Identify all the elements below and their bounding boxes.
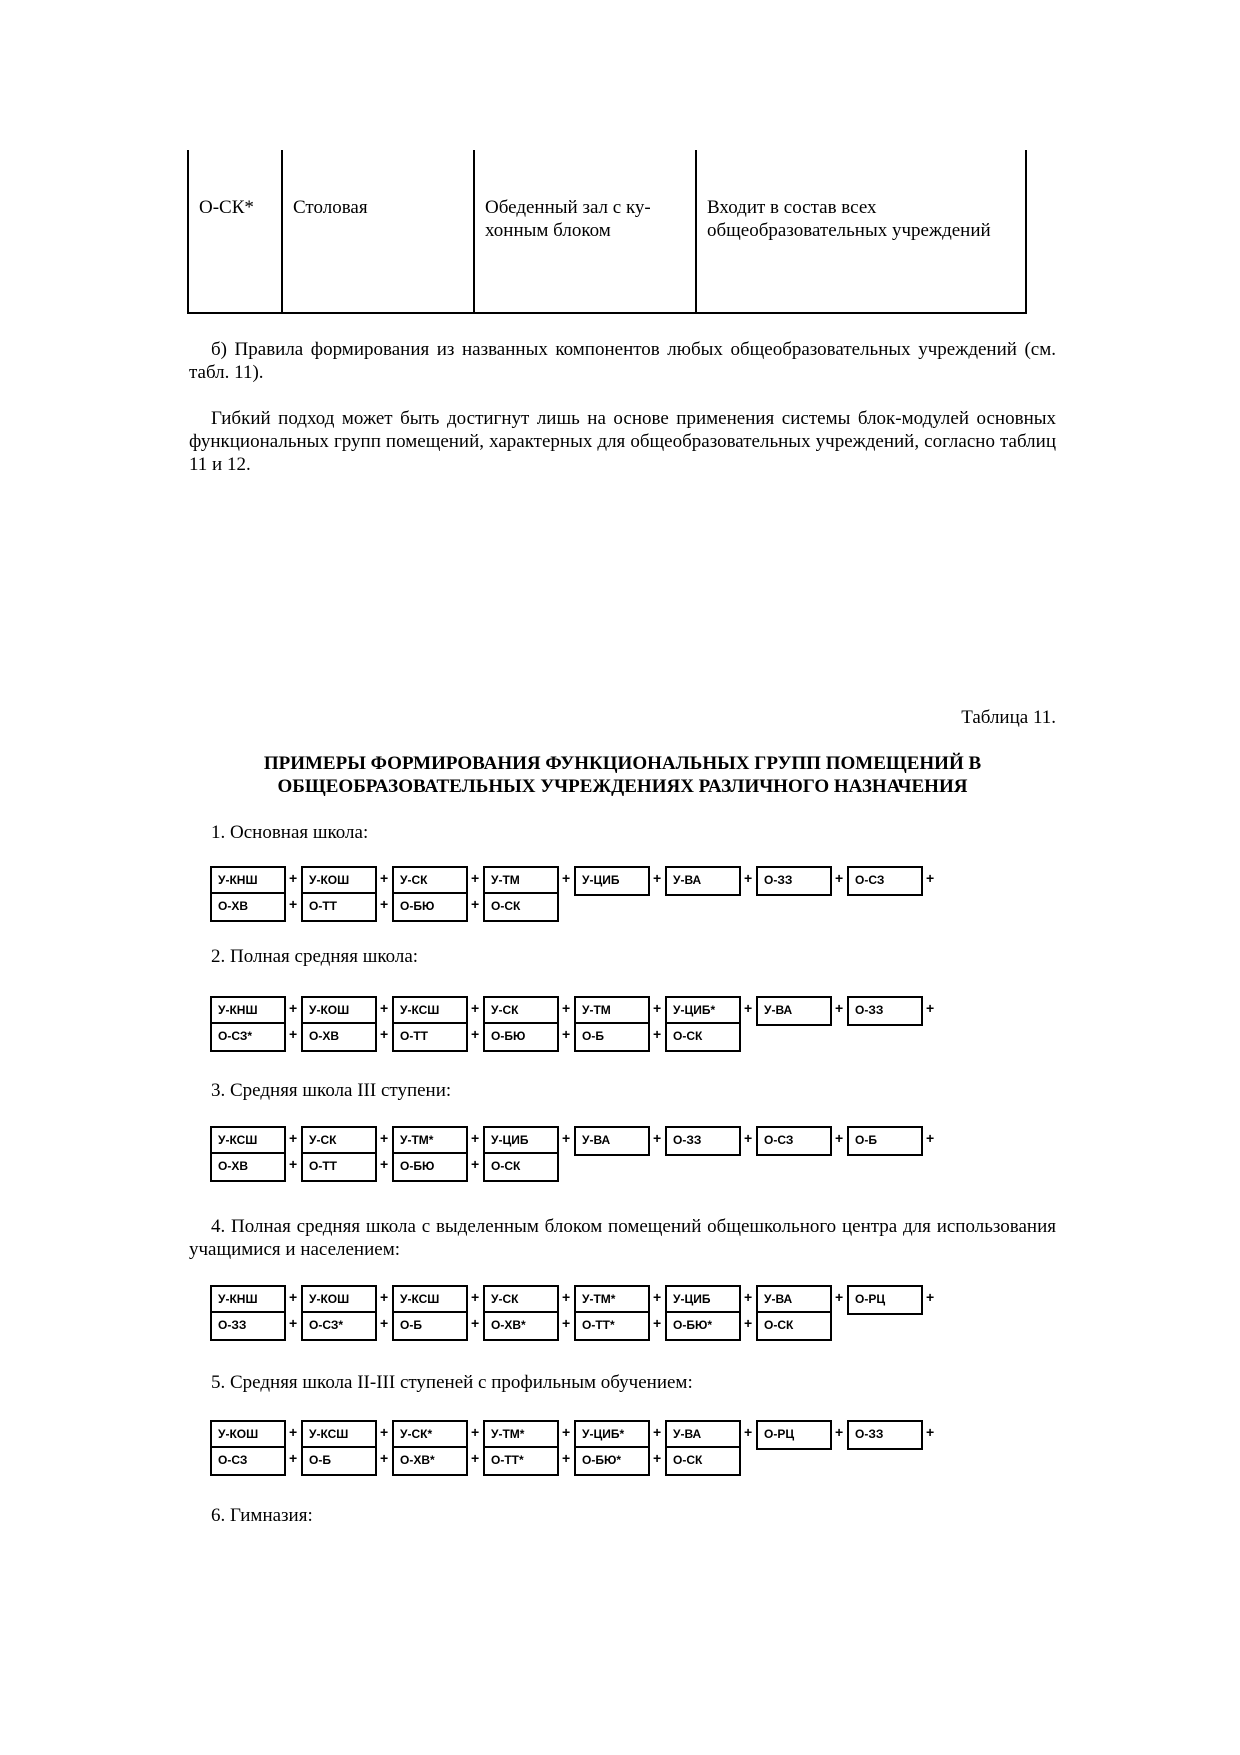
block-module: [301, 1126, 377, 1182]
block-module: [847, 1285, 923, 1315]
module-code-lower: О-ХВ: [218, 1159, 248, 1173]
module-code-lower: О-СК: [673, 1029, 703, 1043]
block-module: [665, 1420, 741, 1476]
module-code-upper: О-ЗЗ: [855, 1003, 884, 1017]
block-module: [301, 866, 377, 922]
module-code-lower: О-ТТ: [309, 899, 337, 913]
module-code-upper: У-СК: [394, 868, 466, 894]
item-label-1: 1. Основная школа:: [211, 822, 369, 843]
plus-sign: +: [562, 1424, 571, 1440]
block-module: [210, 1126, 286, 1182]
module-code-lower: О-БЮ: [400, 1159, 435, 1173]
plus-sign: +: [744, 1315, 753, 1331]
module-code-lower: О-ХВ: [309, 1029, 339, 1043]
block-module: [756, 1285, 832, 1341]
plus-sign: +: [380, 896, 389, 912]
module-code-lower: О-БЮ*: [582, 1453, 621, 1467]
module-code-upper: У-КСШ: [394, 998, 466, 1024]
block-module: [483, 1285, 559, 1341]
plus-sign: +: [380, 1450, 389, 1466]
plus-sign: +: [289, 1289, 298, 1305]
plus-sign: +: [926, 870, 935, 886]
module-code-upper: О-ЗЗ: [673, 1133, 702, 1147]
plus-sign: +: [744, 1289, 753, 1305]
module-code-lower: О-БЮ: [491, 1029, 526, 1043]
module-code-lower: О-ТТ: [309, 1159, 337, 1173]
module-code-upper: О-ЗЗ: [855, 1427, 884, 1441]
block-scheme-3: [210, 1126, 970, 1186]
plus-sign: +: [380, 1289, 389, 1305]
module-code-upper: У-ВА: [667, 1422, 739, 1448]
module-code-upper: У-ЦИБ: [667, 1287, 739, 1313]
plus-sign: +: [744, 1000, 753, 1016]
plus-sign: +: [471, 1289, 480, 1305]
module-code-lower: О-ТТ: [400, 1029, 428, 1043]
block-module: [665, 1126, 741, 1156]
block-module: [847, 866, 923, 896]
plus-sign: +: [744, 1130, 753, 1146]
block-module: [210, 866, 286, 922]
item-label-2: 2. Полная средняя школа:: [211, 946, 419, 967]
item-label-6: 6. Гимназия:: [211, 1505, 313, 1526]
module-code-upper: У-КНШ: [212, 998, 284, 1024]
block-module: [301, 1285, 377, 1341]
module-code-upper: У-СК: [303, 1128, 375, 1154]
table-cell-note: Входит в состав всех общеобразовательных учреждений: [696, 150, 1026, 313]
block-scheme-1: [210, 866, 970, 926]
module-code-lower: О-ХВ*: [491, 1318, 526, 1332]
plus-sign: +: [380, 1130, 389, 1146]
module-code-upper: У-ВА: [673, 873, 702, 887]
module-code-upper: О-Б: [855, 1133, 877, 1147]
plus-sign: +: [471, 1315, 480, 1331]
module-code-upper: У-ТМ*: [394, 1128, 466, 1154]
plus-sign: +: [653, 1289, 662, 1305]
module-code-upper: У-КОШ: [303, 1287, 375, 1313]
plus-sign: +: [289, 1424, 298, 1440]
module-code-upper: У-ТМ: [576, 998, 648, 1024]
plus-sign: +: [471, 1424, 480, 1440]
module-code-lower: О-СЗ*: [309, 1318, 344, 1332]
module-code-upper: У-ВА: [582, 1133, 611, 1147]
module-code-upper: У-КОШ: [212, 1422, 284, 1448]
plus-sign: +: [835, 1289, 844, 1305]
module-code-upper: О-РЦ: [764, 1427, 795, 1441]
plus-sign: +: [471, 1156, 480, 1172]
block-module: [483, 1126, 559, 1182]
plus-sign: +: [835, 1130, 844, 1146]
plus-sign: +: [471, 1450, 480, 1466]
block-module: [210, 1285, 286, 1341]
plus-sign: +: [289, 1000, 298, 1016]
module-code-upper: О-СЗ: [855, 873, 885, 887]
plus-sign: +: [289, 1026, 298, 1042]
plus-sign: +: [653, 1450, 662, 1466]
plus-sign: +: [471, 1026, 480, 1042]
paragraph-rules: б) Правила формирования из названных компонентов любых общеобразовательных учреждений (см. табл. 11).: [189, 339, 1056, 383]
plus-sign: +: [562, 1026, 571, 1042]
module-code-lower: О-БЮ*: [673, 1318, 712, 1332]
block-module: [210, 996, 286, 1052]
functional-groups-table-fragment: [187, 150, 1027, 314]
module-code-upper: У-ЦИБ: [485, 1128, 557, 1154]
module-code-lower: О-СЗ: [218, 1453, 248, 1467]
module-code-lower: О-ХВ*: [400, 1453, 435, 1467]
block-module: [210, 1420, 286, 1476]
plus-sign: +: [562, 1289, 571, 1305]
module-code-upper: У-КСШ: [394, 1287, 466, 1313]
block-module: [574, 1420, 650, 1476]
module-code-upper: У-ЦИБ: [582, 873, 620, 887]
block-scheme-4: [210, 1285, 970, 1345]
paragraph-flexible-approach: Гибкий подход может быть достигнут лишь на основе применения системы блок-модулей основных функциональных групп помещений, характерных для общеобразовательных учреждений, согласно таблиц 11 и 12.: [189, 408, 1056, 475]
block-module: [847, 1126, 923, 1156]
module-code-lower: О-Б: [309, 1453, 331, 1467]
block-module: [756, 996, 832, 1026]
plus-sign: +: [653, 1026, 662, 1042]
plus-sign: +: [744, 1424, 753, 1440]
plus-sign: +: [926, 1289, 935, 1305]
block-module: [756, 1126, 832, 1156]
block-module: [574, 1285, 650, 1341]
plus-sign: +: [926, 1424, 935, 1440]
module-code-upper: У-ЦИБ*: [667, 998, 739, 1024]
plus-sign: +: [926, 1000, 935, 1016]
table-cell-name: Столовая: [282, 150, 474, 313]
block-module: [392, 1420, 468, 1476]
plus-sign: +: [653, 1130, 662, 1146]
block-module: [574, 866, 650, 896]
plus-sign: +: [926, 1130, 935, 1146]
module-code-upper: У-ТМ: [485, 868, 557, 894]
plus-sign: +: [653, 1424, 662, 1440]
block-module: [301, 996, 377, 1052]
module-code-lower: О-СК: [491, 1159, 521, 1173]
module-code-upper: У-КОШ: [303, 868, 375, 894]
module-code-upper: У-КНШ: [212, 868, 284, 894]
block-module: [301, 1420, 377, 1476]
module-code-upper: У-ТМ*: [576, 1287, 648, 1313]
plus-sign: +: [289, 1130, 298, 1146]
block-module: [392, 1285, 468, 1341]
plus-sign: +: [289, 1450, 298, 1466]
plus-sign: +: [380, 1315, 389, 1331]
block-module: [847, 1420, 923, 1450]
block-module: [665, 996, 741, 1052]
module-code-lower: О-Б: [582, 1029, 604, 1043]
plus-sign: +: [835, 1000, 844, 1016]
module-code-lower: О-ХВ: [218, 899, 248, 913]
plus-sign: +: [380, 1000, 389, 1016]
plus-sign: +: [471, 1130, 480, 1146]
block-module: [392, 996, 468, 1052]
table-caption: Таблица 11.: [961, 707, 1056, 728]
module-code-lower: О-Б: [400, 1318, 422, 1332]
block-scheme-5: [210, 1420, 970, 1480]
module-code-lower: О-СК: [491, 899, 521, 913]
plus-sign: +: [562, 1130, 571, 1146]
plus-sign: +: [289, 896, 298, 912]
block-scheme-2: [210, 996, 970, 1056]
module-code-lower: О-ТТ*: [491, 1453, 524, 1467]
block-module: [392, 1126, 468, 1182]
block-module: [483, 996, 559, 1052]
module-code-lower: О-СК: [673, 1453, 703, 1467]
block-module: [665, 866, 741, 896]
module-code-upper: О-ЗЗ: [764, 873, 793, 887]
plus-sign: +: [289, 1156, 298, 1172]
module-code-upper: У-ВА: [764, 1003, 793, 1017]
item-label-5: 5. Средняя школа II-III ступеней с профильным обучением:: [211, 1372, 693, 1393]
module-code-upper: У-КСШ: [212, 1128, 284, 1154]
block-module: [483, 866, 559, 922]
module-code-lower: О-ТТ*: [582, 1318, 615, 1332]
plus-sign: +: [653, 1315, 662, 1331]
plus-sign: +: [380, 1026, 389, 1042]
module-code-upper: О-РЦ: [855, 1292, 886, 1306]
plus-sign: +: [562, 870, 571, 886]
module-code-upper: У-ВА: [758, 1287, 830, 1313]
table-row: [188, 150, 1026, 313]
plus-sign: +: [562, 1450, 571, 1466]
block-module: [756, 1420, 832, 1450]
module-code-upper: У-СК*: [394, 1422, 466, 1448]
block-module: [756, 866, 832, 896]
plus-sign: +: [380, 870, 389, 886]
block-module: [847, 996, 923, 1026]
block-module: [392, 866, 468, 922]
module-code-lower: О-ЗЗ: [218, 1318, 247, 1332]
module-code-upper: У-КНШ: [212, 1287, 284, 1313]
module-code-upper: У-КСШ: [303, 1422, 375, 1448]
plus-sign: +: [653, 1000, 662, 1016]
module-code-upper: У-СК: [485, 1287, 557, 1313]
module-code-upper: О-СЗ: [764, 1133, 794, 1147]
plus-sign: +: [380, 1156, 389, 1172]
plus-sign: +: [289, 1315, 298, 1331]
table-cell-composition: Обеденный зал с ку-хонным блоком: [474, 150, 696, 313]
plus-sign: +: [471, 870, 480, 886]
block-module: [574, 1126, 650, 1156]
module-code-lower: О-СК: [764, 1318, 794, 1332]
plus-sign: +: [835, 1424, 844, 1440]
plus-sign: +: [835, 870, 844, 886]
block-module: [483, 1420, 559, 1476]
item-label-4: 4. Полная средняя школа с выделенным блоком помещений общешкольного центра для использования учащимися и населением:: [189, 1216, 1056, 1260]
module-code-lower: О-БЮ: [400, 899, 435, 913]
plus-sign: +: [653, 870, 662, 886]
block-module: [574, 996, 650, 1052]
module-code-lower: О-СЗ*: [218, 1029, 253, 1043]
plus-sign: +: [380, 1424, 389, 1440]
item-label-3: 3. Средняя школа III ступени:: [211, 1080, 452, 1101]
block-module: [665, 1285, 741, 1341]
module-code-upper: У-ЦИБ*: [576, 1422, 648, 1448]
plus-sign: +: [289, 870, 298, 886]
module-code-upper: У-СК: [485, 998, 557, 1024]
plus-sign: +: [562, 1000, 571, 1016]
plus-sign: +: [471, 896, 480, 912]
module-code-upper: У-ТМ*: [485, 1422, 557, 1448]
page-title: ПРИМЕРЫ ФОРМИРОВАНИЯ ФУНКЦИОНАЛЬНЫХ ГРУПП ПОМЕЩЕНИЙ В ОБЩЕОБРАЗОВАТЕЛЬНЫХ УЧРЕЖДЕНИЯХ РАЗЛИЧНОГО НАЗНАЧЕНИЯ: [263, 753, 982, 797]
plus-sign: +: [744, 870, 753, 886]
module-code-upper: У-КОШ: [303, 998, 375, 1024]
plus-sign: +: [562, 1315, 571, 1331]
plus-sign: +: [471, 1000, 480, 1016]
table-cell-code: О-СК*: [188, 150, 282, 313]
